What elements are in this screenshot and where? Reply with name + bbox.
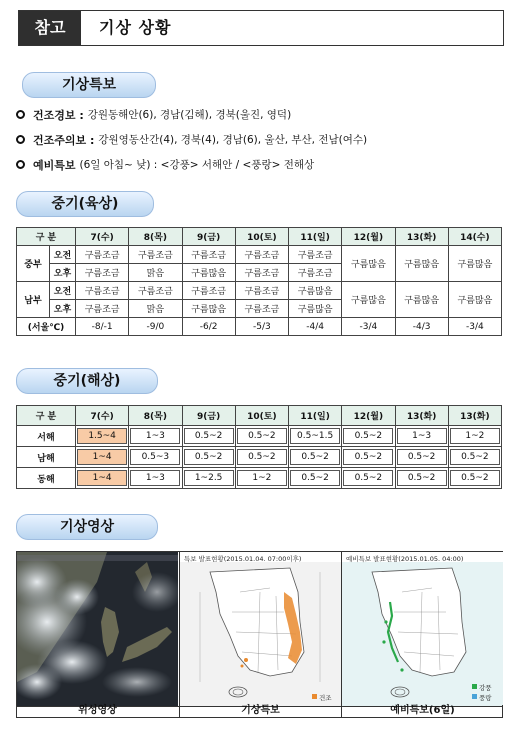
value: 0.5~2 — [237, 449, 287, 465]
value: 1~3 — [130, 428, 180, 444]
value: 0.5~3 — [130, 449, 180, 465]
table-cell: 구름많음 — [182, 300, 235, 318]
header-cell: 구 분 — [17, 228, 76, 246]
table-cell: 구름많음 — [182, 264, 235, 282]
table-cell — [182, 426, 235, 447]
bullet-label: 건조경보 : — [33, 108, 84, 122]
table-cell: 구름많음 — [448, 246, 501, 282]
header-cell: 13(화) — [395, 228, 448, 246]
table-cell — [448, 447, 501, 468]
region-cell: 중부 — [17, 246, 50, 282]
table-cell — [289, 447, 342, 468]
value: 0.5~2 — [290, 449, 340, 465]
table-cell: 구름조금 — [76, 300, 129, 318]
table-cell — [235, 426, 288, 447]
table-cell — [76, 426, 129, 447]
table-cell: 구름많음 — [289, 282, 342, 300]
section-imagery-title: 기상영상 — [16, 514, 158, 540]
value: 0.5~2 — [397, 449, 447, 465]
highlight-value: 1.5~4 — [77, 428, 127, 444]
circle-bullet-icon — [16, 135, 25, 144]
imagery-panels — [16, 551, 503, 707]
land-forecast-table — [16, 227, 502, 336]
header-cell: 11(일) — [289, 406, 342, 426]
list-item — [16, 152, 367, 177]
value: 0.5~2 — [184, 449, 234, 465]
value: 0.5~2 — [343, 470, 393, 486]
table-cell: -4/4 — [289, 318, 342, 336]
table-cell: 구름많음 — [395, 246, 448, 282]
header-cell: 9(금) — [182, 228, 235, 246]
value: 1~2 — [450, 428, 500, 444]
reference-tag: 참고 — [19, 11, 81, 45]
preliminary-warning-map — [341, 552, 503, 706]
table-cell: 구름많음 — [342, 282, 395, 318]
value: 1~2.5 — [184, 470, 234, 486]
header-cell: 13(화) — [448, 406, 501, 426]
table-cell: -6/2 — [182, 318, 235, 336]
list-item — [16, 102, 367, 127]
table-cell — [448, 426, 501, 447]
value: 1~3 — [397, 428, 447, 444]
legend-label: 강풍 — [479, 684, 492, 692]
table-cell: 구름조금 — [129, 282, 182, 300]
map-title: 특보 발표현황(2015.01.04. 07:00이후) — [184, 555, 302, 563]
value: 0.5~2 — [184, 428, 234, 444]
table-cell — [342, 468, 395, 489]
table-cell: 구름조금 — [289, 264, 342, 282]
value: 0.5~2 — [343, 449, 393, 465]
table-header-row — [17, 228, 502, 246]
table-row — [17, 318, 502, 336]
table-cell — [129, 468, 182, 489]
satellite-image — [17, 552, 178, 706]
circle-bullet-icon — [16, 110, 25, 119]
period-cell: 오후 — [50, 264, 76, 282]
bullet-label: 건조주의보 : — [33, 133, 95, 147]
table-cell: 구름많음 — [289, 300, 342, 318]
table-cell: 구름조금 — [289, 246, 342, 264]
table-cell: 구름조금 — [76, 246, 129, 264]
header-cell: 9(금) — [182, 406, 235, 426]
table-cell: 구름조금 — [182, 282, 235, 300]
region-cell: 동해 — [17, 468, 76, 489]
table-cell — [448, 468, 501, 489]
table-row — [17, 447, 502, 468]
table-cell: 구름많음 — [342, 246, 395, 282]
table-cell — [342, 447, 395, 468]
page-header — [18, 10, 504, 46]
value: 1~3 — [130, 470, 180, 486]
table-cell: 구름조금 — [235, 246, 288, 264]
section-sea-title: 중기(해상) — [16, 368, 158, 394]
bullet-label: 예비특보 — [33, 158, 76, 172]
legend-label: 건조 — [319, 694, 332, 702]
circle-bullet-icon — [16, 160, 25, 169]
caption-preliminary: 예비특보(6일) — [341, 705, 503, 717]
region-cell: 남부 — [17, 282, 50, 318]
table-cell: 맑음 — [129, 264, 182, 282]
table-cell: 구름조금 — [129, 246, 182, 264]
temp-label-cell: (서울℃) — [17, 318, 76, 336]
header-cell: 8(목) — [129, 228, 182, 246]
bullet-text: 강원영동산간(4), 경북(4), 경남(6), 울산, 부산, 전남(여수) — [98, 134, 368, 146]
table-cell — [289, 468, 342, 489]
table-cell — [182, 468, 235, 489]
period-cell: 오후 — [50, 300, 76, 318]
value: 1~2 — [237, 470, 287, 486]
table-cell — [129, 426, 182, 447]
value: 0.5~2 — [450, 470, 500, 486]
table-cell: 구름조금 — [235, 282, 288, 300]
table-cell: 구름조금 — [235, 264, 288, 282]
table-cell — [395, 447, 448, 468]
value: 0.5~2 — [450, 449, 500, 465]
table-cell: 구름조금 — [182, 246, 235, 264]
sea-forecast-table — [16, 405, 502, 489]
table-row — [17, 426, 502, 447]
table-row — [17, 246, 502, 264]
table-cell: 구름많음 — [448, 282, 501, 318]
table-row — [17, 282, 502, 300]
table-cell — [395, 426, 448, 447]
table-cell: 구름조금 — [235, 300, 288, 318]
header-cell: 11(일) — [289, 228, 342, 246]
header-cell: 14(수) — [448, 228, 501, 246]
section-warnings-title: 기상특보 — [22, 72, 156, 98]
satellite-graphic — [17, 552, 178, 706]
period-cell: 오전 — [50, 246, 76, 264]
korea-map-graphic — [180, 552, 341, 706]
table-cell: 구름조금 — [76, 264, 129, 282]
value: 0.5~2 — [343, 428, 393, 444]
table-row — [17, 468, 502, 489]
table-cell: -4/3 — [395, 318, 448, 336]
region-cell: 남해 — [17, 447, 76, 468]
table-cell: 구름많음 — [395, 282, 448, 318]
header-cell: 13(화) — [395, 406, 448, 426]
table-cell — [235, 447, 288, 468]
header-cell: 구 분 — [17, 406, 76, 426]
table-cell — [129, 447, 182, 468]
period-cell: 오전 — [50, 282, 76, 300]
list-item — [16, 127, 367, 152]
table-cell: -9/0 — [129, 318, 182, 336]
table-cell: 맑음 — [129, 300, 182, 318]
imagery-captions — [16, 705, 503, 718]
header-cell: 12(월) — [342, 406, 395, 426]
table-cell — [76, 468, 129, 489]
header-cell: 12(월) — [342, 228, 395, 246]
legend-label: 풍랑 — [479, 694, 492, 702]
header-cell: 10(토) — [235, 406, 288, 426]
warning-map — [179, 552, 341, 706]
value: 0.5~2 — [397, 470, 447, 486]
header-cell: 10(토) — [235, 228, 288, 246]
table-cell: -8/-1 — [76, 318, 129, 336]
caption-satellite: 위성영상 — [78, 705, 117, 716]
table-cell — [235, 468, 288, 489]
page-title: 기상 상황 — [99, 18, 172, 37]
map-title: 예비특보 발표현황(2015.01.05. 04:00) — [346, 555, 464, 563]
table-cell: -5/3 — [235, 318, 288, 336]
value: 0.5~1.5 — [290, 428, 340, 444]
table-cell — [395, 468, 448, 489]
table-cell: 구름조금 — [76, 282, 129, 300]
table-cell — [76, 447, 129, 468]
table-cell: -3/4 — [342, 318, 395, 336]
section-land-title: 중기(육상) — [16, 191, 154, 217]
highlight-value: 1~4 — [77, 470, 127, 486]
warning-list — [16, 102, 367, 177]
highlight-value: 1~4 — [77, 449, 127, 465]
table-cell — [289, 426, 342, 447]
header-cell: 8(목) — [129, 406, 182, 426]
header-cell: 7(수) — [76, 406, 129, 426]
table-cell — [342, 426, 395, 447]
table-cell: -3/4 — [448, 318, 501, 336]
header-cell: 7(수) — [76, 228, 129, 246]
region-cell: 서해 — [17, 426, 76, 447]
table-header-row — [17, 406, 502, 426]
table-cell — [182, 447, 235, 468]
bullet-text: (6일 아침~ 낮) : <강풍> 서해안 / <풍랑> 전해상 — [79, 159, 315, 171]
value: 0.5~2 — [237, 428, 287, 444]
caption-warnings: 기상특보 — [179, 705, 341, 717]
bullet-text: 강원동해안(6), 경남(김해), 경북(울진, 영덕) — [87, 109, 292, 121]
value: 0.5~2 — [290, 470, 340, 486]
